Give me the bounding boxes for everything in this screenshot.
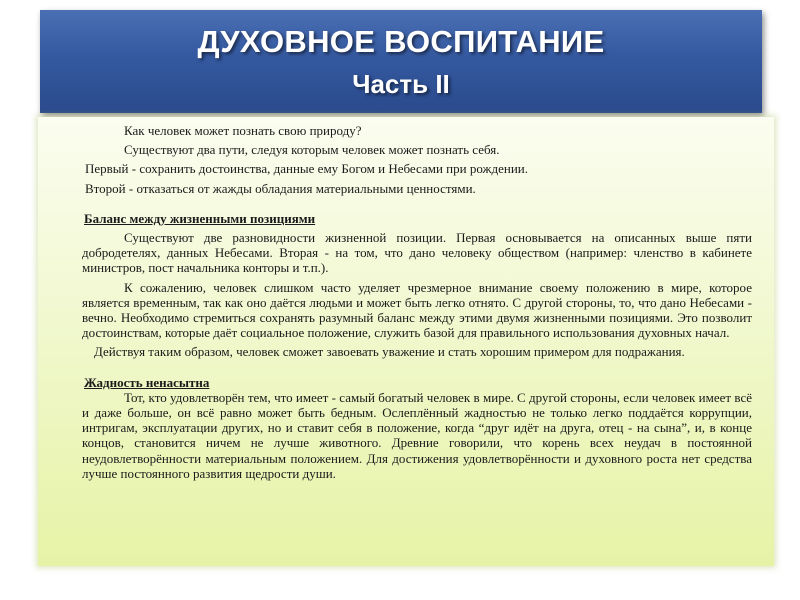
intro-first-path: Первый - сохранить достоинства, данные ему Богом и Небесами при рождении. <box>85 161 528 177</box>
spacer <box>82 360 752 375</box>
section-heading-greed: Жадность ненасытна <box>84 374 210 390</box>
content-box <box>38 117 774 566</box>
slide-subtitle: Часть II <box>352 69 450 99</box>
balance-paragraph-1: Существуют две разновидности жизненной позиции. Первая основывается на описанных выше пяти добродетелях, данных Небесами. Вторая - на том, что дано человеку обществом (например: членство в кабинете министров, пост начальника конторы и т.п.). <box>82 230 752 276</box>
title-banner <box>40 10 762 113</box>
intro-question: Как человек может познать свою природу? <box>124 123 362 138</box>
intro-two-paths: Существуют два пути, следуя которым человек может познать себя. <box>124 142 500 158</box>
section-heading-balance: Баланс между жизненными позициями <box>84 210 316 226</box>
balance-paragraph-3: Действуя таким образом, человек сможет завоевать уважение и стать хорошим примером для подражания. <box>94 344 685 360</box>
spacer <box>82 196 752 211</box>
greed-paragraph: Тот, кто удовлетворён тем, что имеет - самый богатый человек в мире. С другой стороны, если человек имеет всё и даже больше, он всё равно может быть бедным. Ослеплённый жадностью не только легко поддаётся коррупции, интригам, эксплуатации других, но и ставит себя в положение, когда “друг идёт на друга, отец - на сына”, и, в конце концов, становится ничем не лучше животного. Древние говорили, что корень всех неудач в постоянной неудовлетворённости материальным положением. Для достижения удовлетворённости и духовного роста нет средства лучше постоянного развития щедрости души. <box>82 389 752 481</box>
balance-paragraph-2: К сожалению, человек слишком часто уделяет чрезмерное внимание своему положению в мире, которое является временным, так как оно даётся людьми и может быть легко отнято. С другой стороны, то, что дано Небесами - вечно. Необходимо стремиться сохранять разумный баланс между этими двумя жизненными позициями. Это позволит достоинствам, которые даёт социальное положение, служить базой для правильного использования духовных начал. <box>82 279 752 341</box>
slide-title: ДУХОВНОЕ ВОСПИТАНИЕ <box>197 24 605 59</box>
intro-second-path: Второй - отказаться от жажды обладания материальными ценностями. <box>85 180 476 196</box>
